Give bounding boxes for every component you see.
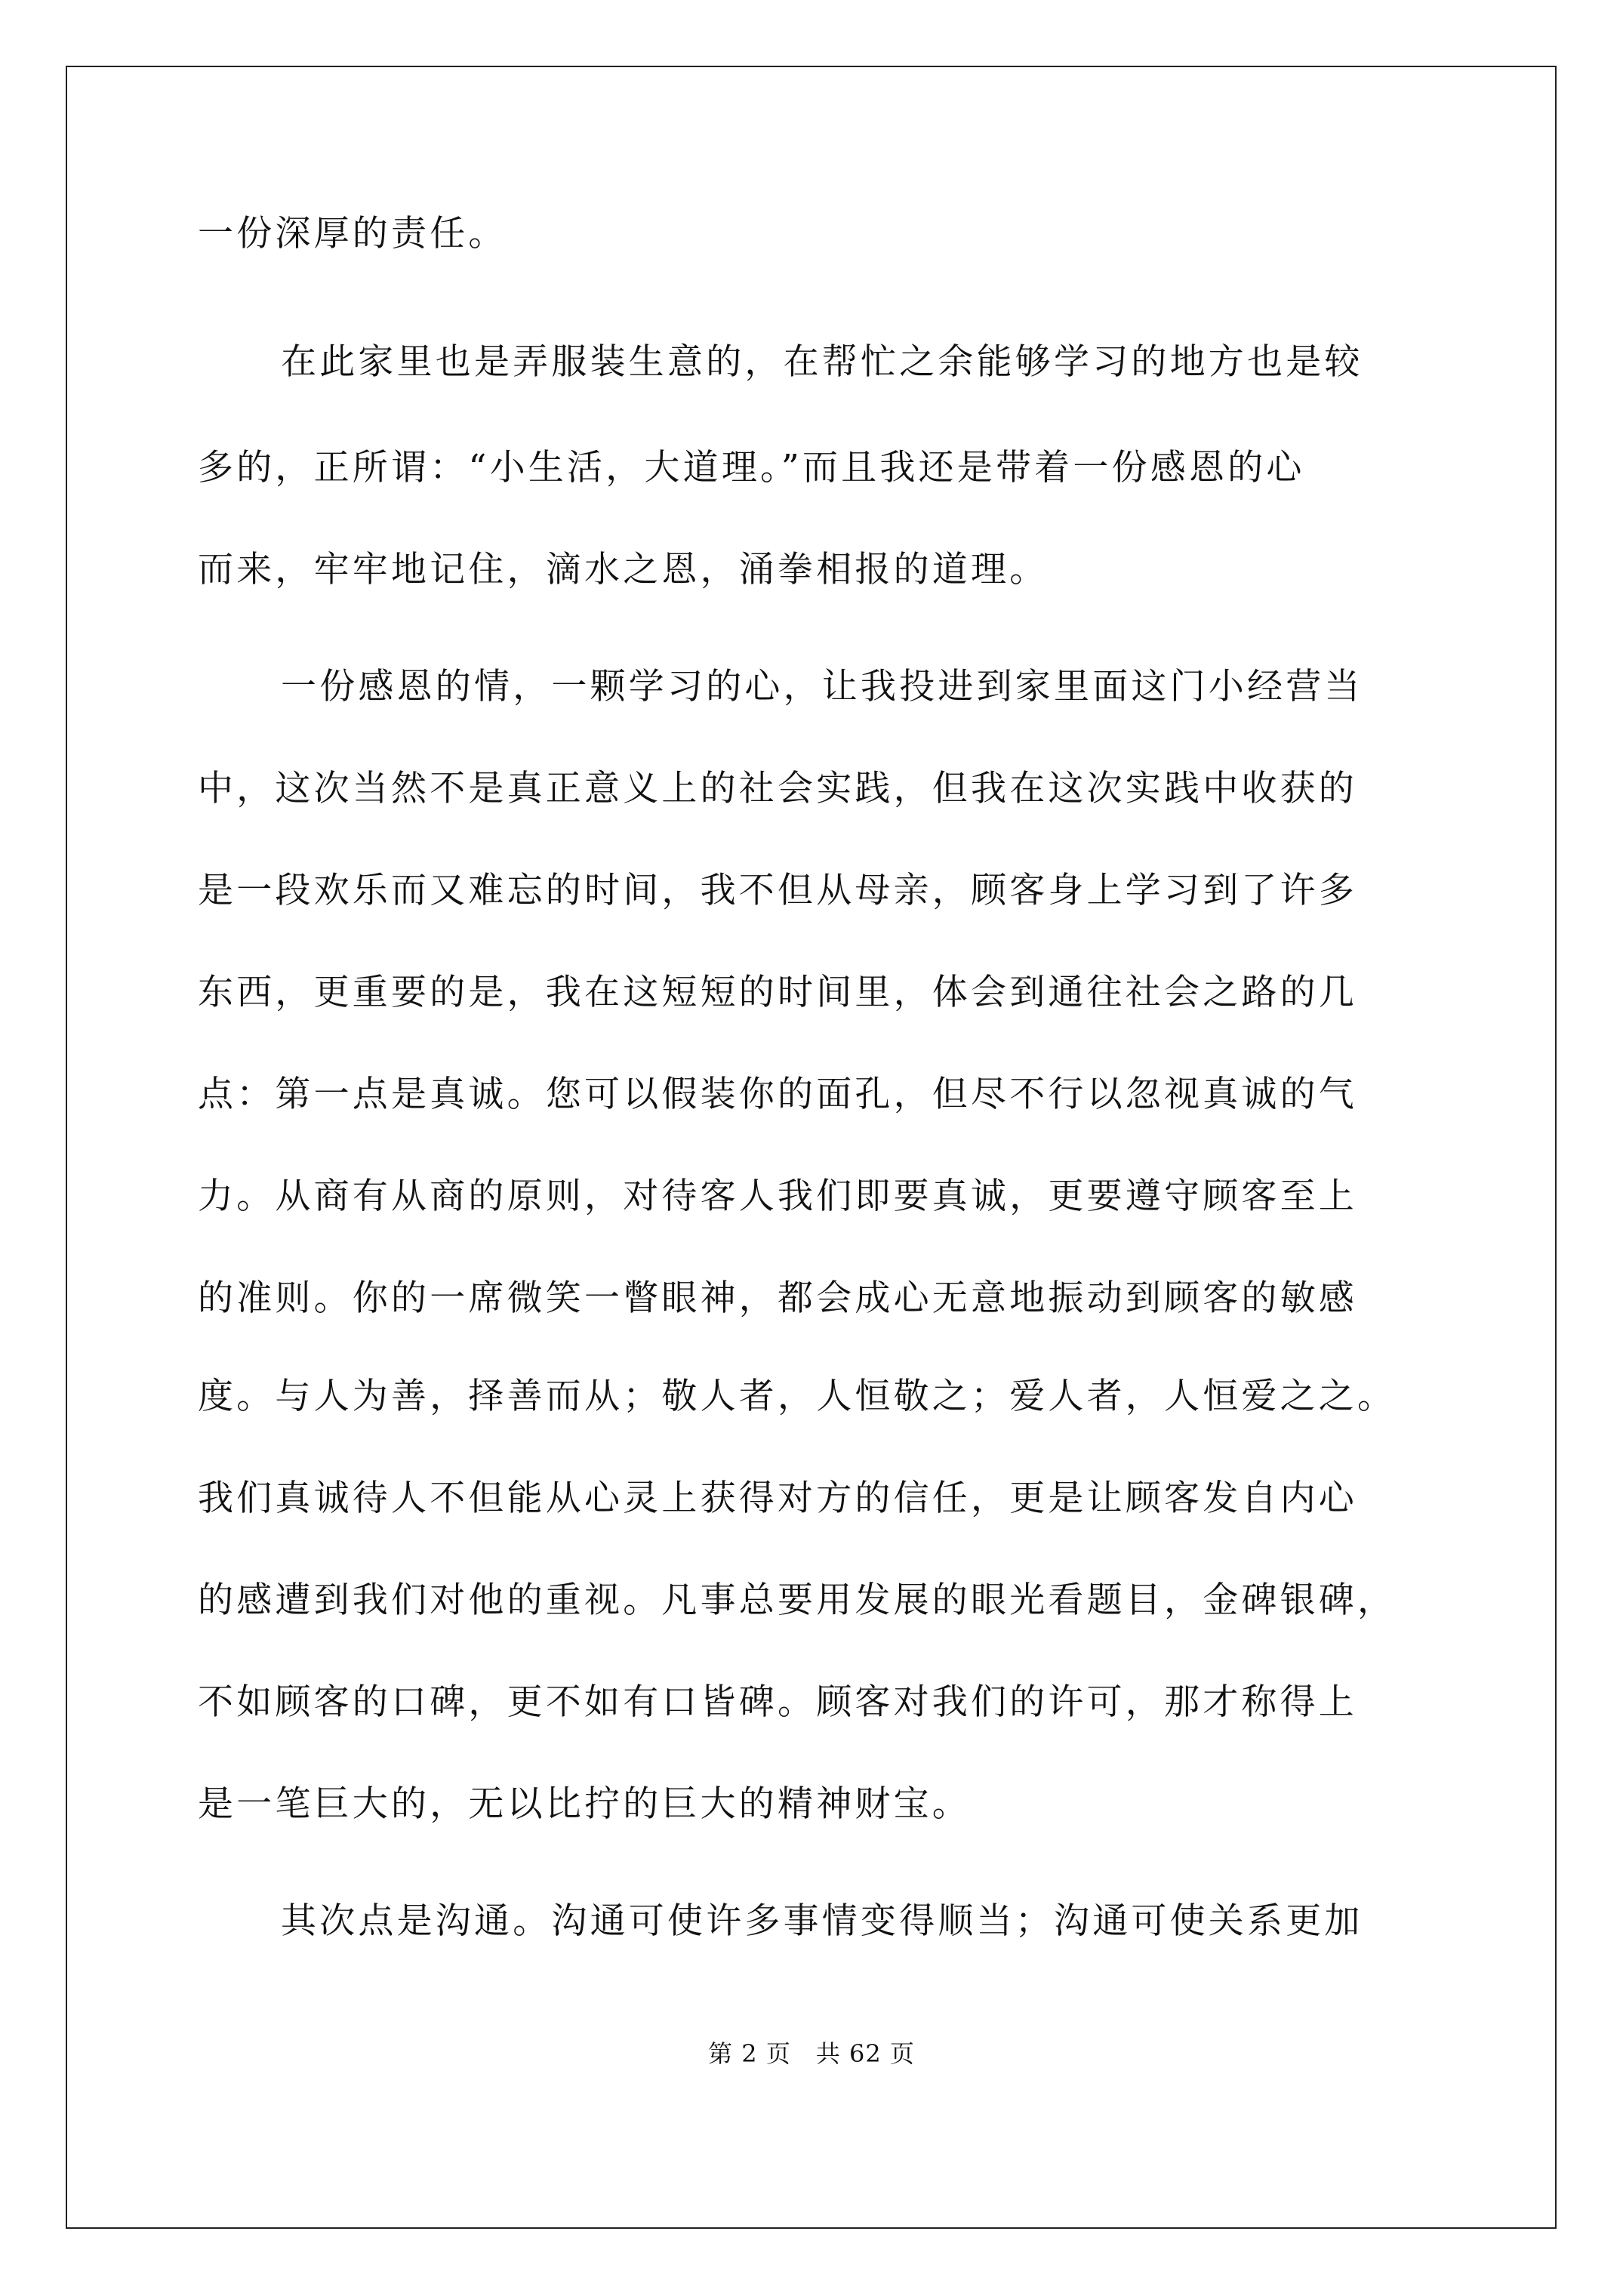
- text-line: 中，这次当然不是真正意义上的社会实践，但我在这次实践中收获的: [198, 768, 1357, 809]
- text-line: 点：第一点是真诚。您可以假装你的面孔，但尽不行以忽视真诚的气: [198, 1074, 1357, 1115]
- text-line: 是一段欢乐而又难忘的时间，我不但从母亲，顾客身上学习到了许多: [198, 870, 1357, 911]
- text-line: 度。与人为善，择善而从；敬人者，人恒敬之；爱人者，人恒爱之之。: [198, 1376, 1397, 1417]
- text-line: 一份感恩的情，一颗学习的心，让我投进到家里面这门小经营当: [281, 666, 1363, 707]
- text-line: 的感遭到我们对他的重视。凡事总要用发展的眼光看题目，金碑银碑，: [198, 1579, 1397, 1621]
- text-line: 我们真诚待人不但能从心灵上获得对方的信任，更是让顾客发自内心: [198, 1478, 1357, 1519]
- page-number-footer: 第 2 页 共 62 页: [708, 2039, 915, 2068]
- text-line: 一份深厚的责任。: [198, 213, 507, 254]
- text-line: 在此家里也是弄服装生意的，在帮忙之余能够学习的地方也是较: [281, 341, 1363, 383]
- text-line: 是一笔巨大的，无以比拧的巨大的精神财宝。: [198, 1783, 971, 1825]
- text-line: 其次点是沟通。沟通可使许多事情变得顺当；沟通可使关系更加: [281, 1900, 1363, 1942]
- text-line: 东西，更重要的是，我在这短短的时间里，体会到通往社会之路的几: [198, 972, 1357, 1013]
- text-line: 的准则。你的一席微笑一瞥眼神，都会成心无意地振动到顾客的敏感: [198, 1277, 1357, 1319]
- text-line: 多的，正所谓：“小生活，大道理。”而且我还是带着一份感恩的心: [198, 447, 1305, 488]
- text-line: 不如顾客的口碑，更不如有口皆碑。顾客对我们的许可，那才称得上: [198, 1681, 1357, 1723]
- text-line: 而来，牢牢地记住，滴水之恩，涌拳相报的道理。: [198, 549, 1049, 590]
- text-line: 力。从商有从商的原则，对待客人我们即要真诚，更要遵守顾客至上: [198, 1176, 1357, 1217]
